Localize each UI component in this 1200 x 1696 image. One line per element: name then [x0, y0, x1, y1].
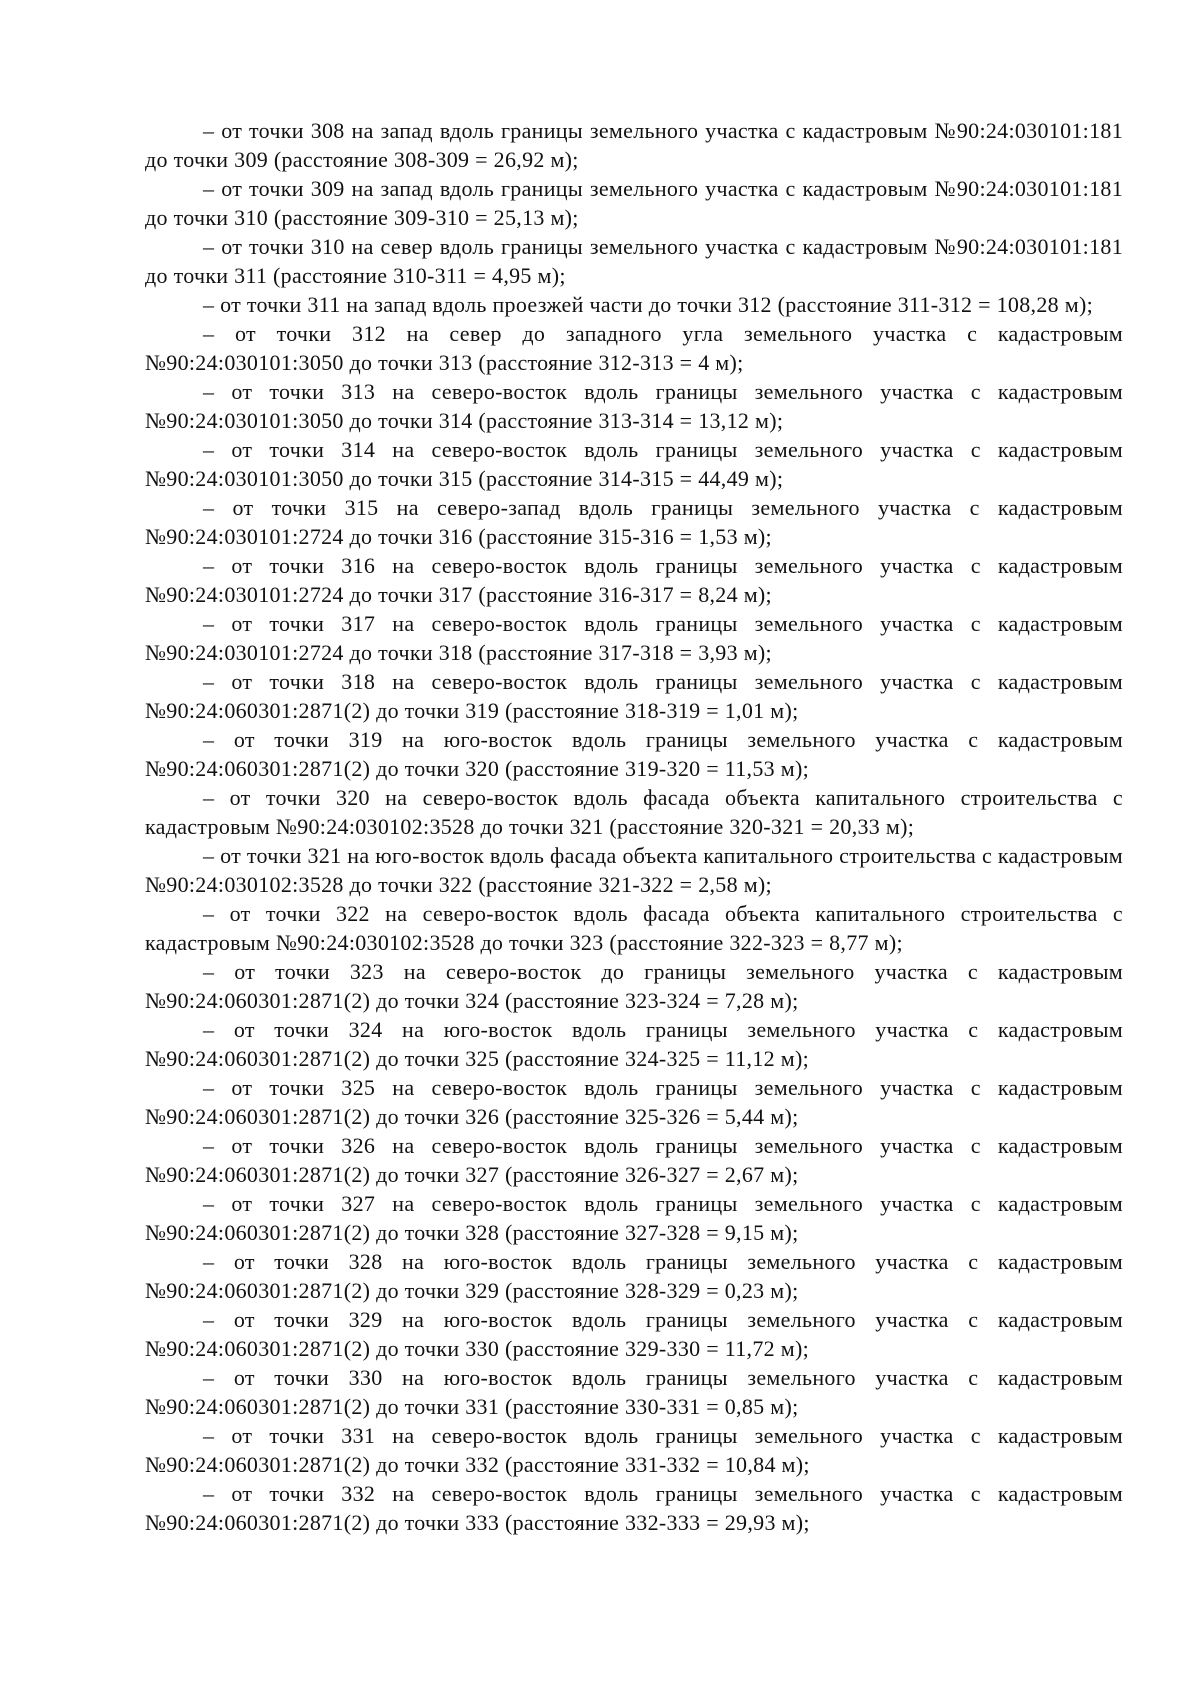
boundary-paragraph-314: – от точки 314 на северо-восток вдоль границы земельного участка с кадастровым №90:24:030101:3050 до точки 315 (расстояние 314-315 = 44,49 м); — [145, 437, 1123, 491]
boundary-paragraph-330: – от точки 330 на юго-восток вдоль границы земельного участка с кадастровым №90:24:060301:2871(2) до точки 331 (расстояние 330-331 = 0,85 м); — [145, 1365, 1123, 1419]
boundary-paragraph-328: – от точки 328 на юго-восток вдоль границы земельного участка с кадастровым №90:24:060301:2871(2) до точки 329 (расстояние 328-329 = 0,23 м); — [145, 1249, 1123, 1303]
boundary-paragraph-315: – от точки 315 на северо-запад вдоль границы земельного участка с кадастровым №90:24:030101:2724 до точки 316 (расстояние 315-316 = 1,53 м); — [145, 495, 1123, 549]
boundary-paragraph-327: – от точки 327 на северо-восток вдоль границы земельного участка с кадастровым №90:24:060301:2871(2) до точки 328 (расстояние 327-328 = 9,15 м); — [145, 1191, 1123, 1245]
boundary-paragraph-329: – от точки 329 на юго-восток вдоль границы земельного участка с кадастровым №90:24:060301:2871(2) до точки 330 (расстояние 329-330 = 11,72 м); — [145, 1307, 1123, 1361]
boundary-description-text — [145, 116, 1123, 1537]
boundary-paragraph-325: – от точки 325 на северо-восток вдоль границы земельного участка с кадастровым №90:24:060301:2871(2) до точки 326 (расстояние 325-326 = 5,44 м); — [145, 1075, 1123, 1129]
boundary-paragraph-331: – от точки 331 на северо-восток вдоль границы земельного участка с кадастровым №90:24:060301:2871(2) до точки 332 (расстояние 331-332 = 10,84 м); — [145, 1423, 1123, 1477]
boundary-paragraph-311: – от точки 311 на запад вдоль проезжей части до точки 312 (расстояние 311-312 = 108,28 м); — [203, 292, 1093, 317]
boundary-paragraph-320: – от точки 320 на северо-восток вдоль фасада объекта капитального строительства с кадастровым №90:24:030102:3528 до точки 321 (расстояние 320-321 = 20,33 м); — [145, 785, 1123, 839]
boundary-paragraph-321: – от точки 321 на юго-восток вдоль фасада объекта капитального строительства с кадастровым №90:24:030102:3528 до точки 322 (расстояние 321-322 = 2,58 м); — [145, 843, 1123, 897]
boundary-paragraph-316: – от точки 316 на северо-восток вдоль границы земельного участка с кадастровым №90:24:030101:2724 до точки 317 (расстояние 316-317 = 8,24 м); — [145, 553, 1123, 607]
boundary-paragraph-322: – от точки 322 на северо-восток вдоль фасада объекта капитального строительства с кадастровым №90:24:030102:3528 до точки 323 (расстояние 322-323 = 8,77 м); — [145, 901, 1123, 955]
boundary-paragraph-313: – от точки 313 на северо-восток вдоль границы земельного участка с кадастровым №90:24:030101:3050 до точки 314 (расстояние 313-314 = 13,12 м); — [145, 379, 1123, 433]
boundary-paragraph-323: – от точки 323 на северо-восток до границы земельного участка с кадастровым №90:24:060301:2871(2) до точки 324 (расстояние 323-324 = 7,28 м); — [145, 959, 1123, 1013]
boundary-paragraph-332: – от точки 332 на северо-восток вдоль границы земельного участка с кадастровым №90:24:060301:2871(2) до точки 333 (расстояние 332-333 = 29,93 м); — [145, 1481, 1123, 1535]
boundary-paragraph-317: – от точки 317 на северо-восток вдоль границы земельного участка с кадастровым №90:24:030101:2724 до точки 318 (расстояние 317-318 = 3,93 м); — [145, 611, 1123, 665]
boundary-paragraph-324: – от точки 324 на юго-восток вдоль границы земельного участка с кадастровым №90:24:060301:2871(2) до точки 325 (расстояние 324-325 = 11,12 м); — [145, 1017, 1123, 1071]
boundary-paragraph-319: – от точки 319 на юго-восток вдоль границы земельного участка с кадастровым №90:24:060301:2871(2) до точки 320 (расстояние 319-320 = 11,53 м); — [145, 727, 1123, 781]
boundary-paragraph-308: – от точки 308 на запад вдоль границы земельного участка с кадастровым №90:24:030101:181 до точки 309 (расстояние 308-309 = 26,92 м); — [145, 118, 1123, 172]
boundary-paragraph-309: – от точки 309 на запад вдоль границы земельного участка с кадастровым №90:24:030101:181 до точки 310 (расстояние 309-310 = 25,13 м); — [145, 176, 1123, 230]
boundary-paragraph-310: – от точки 310 на север вдоль границы земельного участка с кадастровым №90:24:030101:181 до точки 311 (расстояние 310-311 = 4,95 м); — [145, 234, 1123, 288]
boundary-paragraph-326: – от точки 326 на северо-восток вдоль границы земельного участка с кадастровым №90:24:060301:2871(2) до точки 327 (расстояние 326-327 = 2,67 м); — [145, 1133, 1123, 1187]
boundary-paragraph-312: – от точки 312 на север до западного угла земельного участка с кадастровым №90:24:030101:3050 до точки 313 (расстояние 312-313 = 4 м); — [145, 321, 1123, 375]
boundary-paragraph-318: – от точки 318 на северо-восток вдоль границы земельного участка с кадастровым №90:24:060301:2871(2) до точки 319 (расстояние 318-319 = 1,01 м); — [145, 669, 1123, 723]
